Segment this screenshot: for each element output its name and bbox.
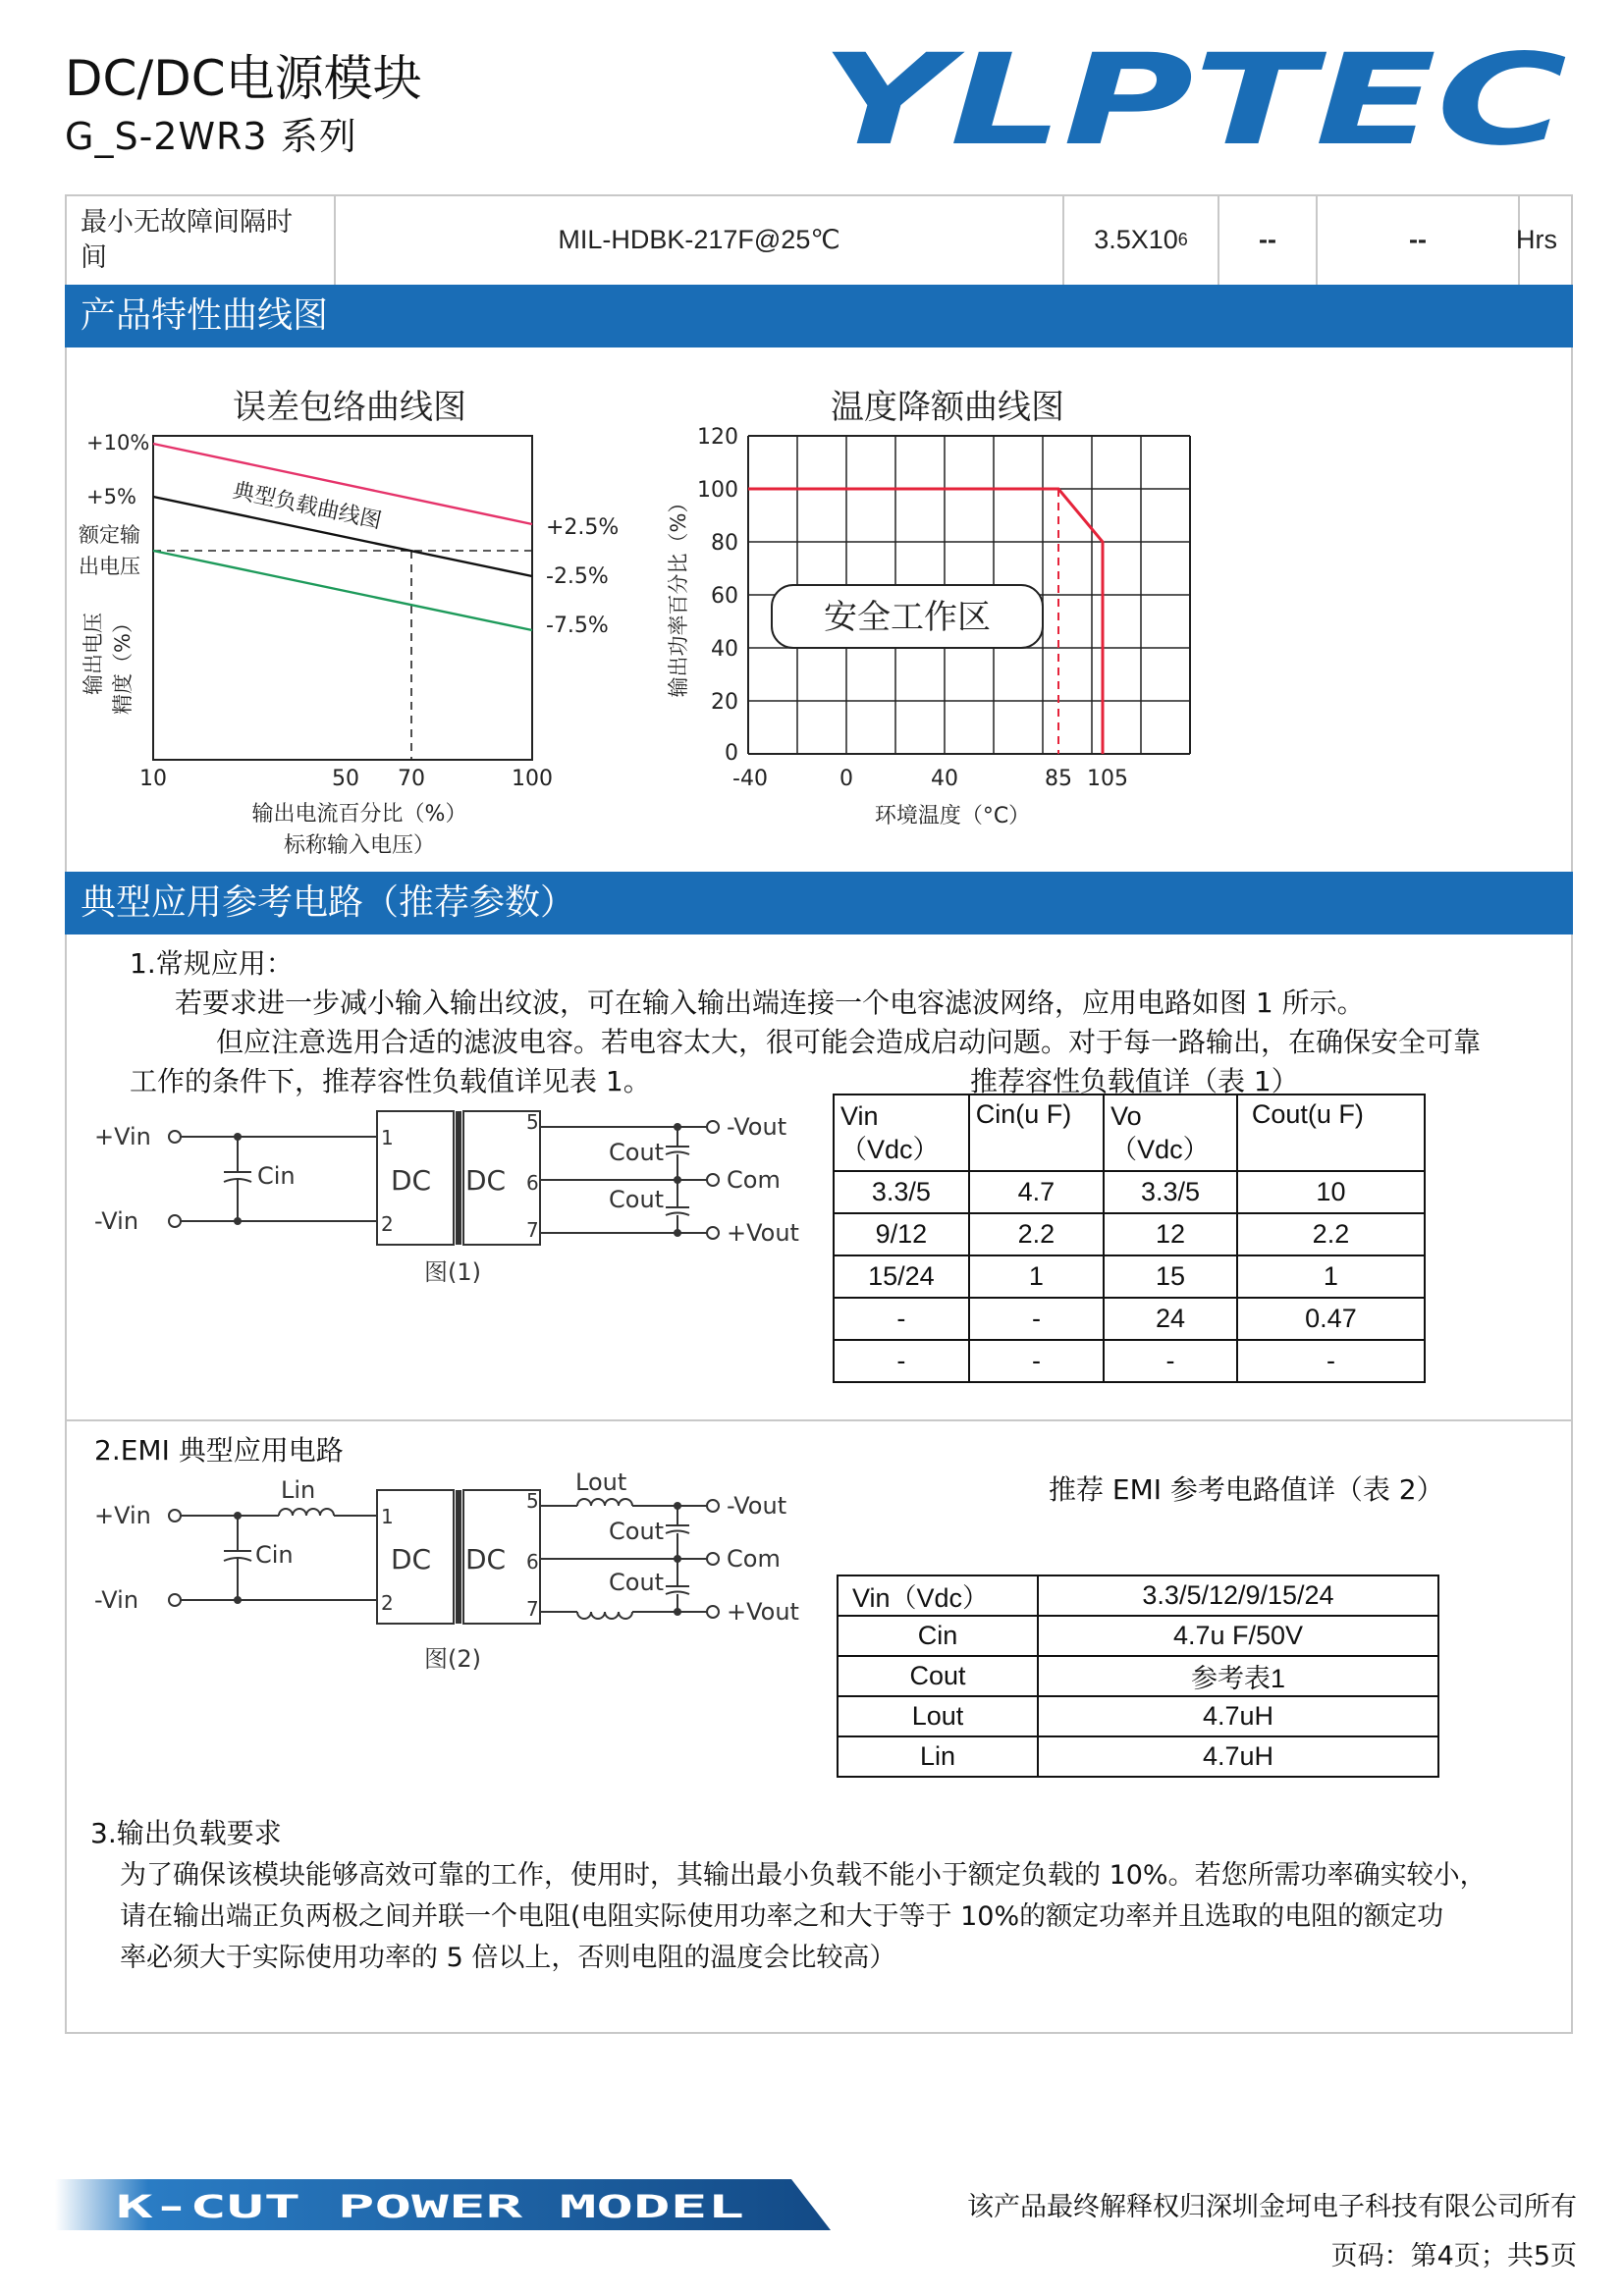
mtbf-value (1064, 194, 1219, 285)
sub-heading-3: 3.输出负载要求 (90, 1817, 282, 1849)
table-cell: 12 (1104, 1213, 1237, 1255)
chart2-xtick-neg40: -40 (732, 767, 768, 791)
table-cell: 参考表1 (1038, 1656, 1438, 1696)
chart1-ylabel-2: 精度（%） (111, 613, 135, 715)
table-cell: 4.7uH (1038, 1696, 1438, 1736)
fig2-pin6: 6 (526, 1550, 539, 1574)
chart1-rated-label-1: 额定输 (79, 523, 140, 547)
fig2-pin7: 7 (526, 1597, 539, 1621)
mtbf-value-base: 3.5X10 (1094, 224, 1178, 254)
mtbf-label-line1: 最小无故障间隔时 (81, 207, 293, 237)
fig1-vout-n: -Vout (727, 1113, 787, 1141)
fig1-vin-n: -Vin (94, 1207, 139, 1235)
table-cell: Vin（Vdc） (838, 1575, 1038, 1616)
table-cell: 3.3/5 (1104, 1171, 1237, 1213)
table1-head-vo (1104, 1095, 1237, 1171)
table-row (834, 1255, 1425, 1298)
table-cell: - (1237, 1340, 1425, 1382)
chart1-typical-label: 典型负载曲线图 (230, 478, 384, 534)
chart2-ytick-0: 0 (725, 741, 738, 766)
fig1-cout2: Cout (609, 1186, 665, 1213)
table-row (838, 1696, 1438, 1736)
fig1-cout1: Cout (609, 1139, 665, 1166)
table-cell: 0.47 (1237, 1298, 1425, 1340)
sub-heading-2: 2.EMI 典型应用电路 (94, 1434, 344, 1467)
table-row (834, 1298, 1425, 1340)
table1-head-vin-unit: （Vdc） (840, 1135, 940, 1164)
table-cell: 15/24 (834, 1255, 969, 1298)
sub-heading-1: 1.常规应用： (130, 947, 294, 980)
chart2-ytick-40: 40 (711, 637, 738, 662)
circuit-figure-2 (86, 1468, 833, 1684)
fig2-lout: Lout (575, 1468, 627, 1496)
fig2-dc1: DC (391, 1543, 432, 1575)
derating-chart (648, 347, 1237, 848)
chart2-xtick-85: 85 (1045, 767, 1072, 791)
footer-copyright: 该产品最终解释权归深圳金坷电子科技有限公司所有 (967, 2192, 1577, 2222)
table-row (838, 1656, 1438, 1696)
chart1-right-label-1: +2.5% (546, 515, 620, 540)
chart2-title: 温度降额曲线图 (831, 388, 1064, 427)
section-bar-curves: 产品特性曲线图 (65, 285, 1573, 347)
mtbf-condition: MIL-HDBK-217F@25℃ (336, 194, 1064, 285)
fig1-dc1: DC (391, 1164, 432, 1197)
mtbf-label-line2: 间 (81, 242, 107, 272)
fig1-pin7: 7 (526, 1218, 539, 1242)
paragraph-3: 工作的条件下，推荐容性负载值详见表 1。 (130, 1065, 651, 1097)
chart2-xtick-0: 0 (839, 767, 853, 791)
fig1-pin6: 6 (526, 1171, 539, 1195)
chart1-xtick-70: 70 (398, 767, 425, 791)
fig1-vin-p: +Vin (94, 1123, 151, 1150)
table1-head-vo-label: Vo (1110, 1101, 1142, 1131)
chart1-ytick-10: +10% (86, 431, 150, 454)
footer-banner (55, 2179, 831, 2230)
table1-head-vo-unit: （Vdc） (1110, 1135, 1210, 1164)
chart1-rated-label-2: 出电压 (79, 555, 140, 578)
paragraph-1: 若要求进一步减小输入输出纹波，可在输入输出端连接一个电容滤波网络，应用电路如图 1 所示。 (175, 987, 1365, 1019)
fig2-cin: Cin (255, 1541, 294, 1569)
doc-title: DC/DC电源模块 (65, 50, 422, 107)
table1-head-cout: Cout(u F) (1237, 1095, 1425, 1171)
chart1-title: 误差包络曲线图 (233, 388, 466, 427)
chart1-xlabel-2: 标称输入电压） (283, 833, 436, 858)
fig2-com: Com (727, 1545, 781, 1573)
fig2-cout2: Cout (609, 1569, 665, 1596)
table-cell: Cout (838, 1656, 1038, 1696)
table-cell: - (834, 1340, 969, 1382)
table-cell: - (1104, 1340, 1237, 1382)
table1-head-vin-label: Vin (840, 1101, 879, 1131)
chart2-ytick-60: 60 (711, 584, 738, 609)
fig2-vout-p: +Vout (727, 1598, 799, 1626)
fig1-caption: 图(1) (424, 1258, 481, 1286)
table-emi-values (837, 1575, 1439, 1778)
chart2-ytick-20: 20 (711, 690, 738, 715)
table-cell: 2.2 (969, 1213, 1104, 1255)
brand-logo (817, 47, 1571, 155)
table1-head-vin (834, 1095, 969, 1171)
fig1-vout-p: +Vout (727, 1219, 799, 1247)
fig1-pin1: 1 (381, 1126, 394, 1149)
table-cell: - (834, 1298, 969, 1340)
table-row (838, 1575, 1438, 1616)
table-cell: 4.7 (969, 1171, 1104, 1213)
paragraph-2: 但应注意选用合适的滤波电容。若电容太大，很可能会造成启动问题。对于每一路输出，在确保安全可靠 (216, 1026, 1482, 1058)
table-cell: 1 (1237, 1255, 1425, 1298)
chart1-ytick-5: +5% (86, 485, 136, 508)
table-cell: - (969, 1298, 1104, 1340)
mtbf-label (65, 194, 336, 285)
chart1-series-lower (153, 551, 532, 630)
fig2-pin1: 1 (381, 1505, 394, 1528)
table-cell: Cin (838, 1616, 1038, 1656)
mtbf-unit: Hrs (1516, 224, 1557, 254)
chart2-ytick-100: 100 (697, 478, 738, 503)
fig1-com: Com (727, 1166, 781, 1194)
series-name: G_S-2WR3 系列 (65, 115, 357, 158)
table-row (838, 1736, 1438, 1777)
table-row (834, 1213, 1425, 1255)
chart1-xtick-100: 100 (512, 767, 553, 791)
table-cell: Lout (838, 1696, 1038, 1736)
chart2-ytick-120: 120 (697, 425, 738, 450)
fig2-pin5: 5 (526, 1489, 539, 1513)
table-cell: 2.2 (1237, 1213, 1425, 1255)
section-bar-circuits: 典型应用参考电路（推荐参数） (65, 872, 1573, 934)
table1-header-row (834, 1095, 1425, 1171)
fig2-vin-p: +Vin (94, 1502, 151, 1529)
fig2-pin2: 2 (381, 1591, 394, 1615)
chart1-xtick-10: 10 (139, 767, 167, 791)
chart2-safe-area-label: 安全工作区 (824, 598, 991, 637)
table-cell: - (969, 1340, 1104, 1382)
mtbf-col4: -- (1219, 194, 1318, 285)
chart1-xtick-50: 50 (332, 767, 359, 791)
table1-head-cin: Cin(u F) (969, 1095, 1104, 1171)
table-cell: 3.3/5 (834, 1171, 969, 1213)
chart2-xtick-40: 40 (931, 767, 958, 791)
chart2-ylabel: 输出功率百分比（%） (667, 492, 690, 698)
fig1-cin: Cin (257, 1162, 296, 1190)
paragraph-5: 请在输出端正负两极之间并联一个电阻(电阻实际使用功率之和大于等于 10%的额定功率并且选取的电阻的额定功 (120, 1901, 1444, 1932)
footer-page-number: 页码：第4页；共5页 (1330, 2241, 1577, 2271)
section-divider (65, 1419, 1573, 1421)
fig2-dc2: DC (465, 1543, 507, 1575)
fig2-caption: 图(2) (424, 1645, 481, 1673)
table1-title: 推荐容性负载值详（表 1） (970, 1065, 1299, 1097)
table-cell: 4.7u F/50V (1038, 1616, 1438, 1656)
error-envelope-chart (65, 347, 693, 868)
fig1-pin5: 5 (526, 1110, 539, 1134)
fig1-pin2: 2 (381, 1212, 394, 1236)
paragraph-6: 率必须大于实际使用功率的 5 倍以上，否则电阻的温度会比较高） (120, 1943, 896, 1973)
footer-banner-text: K-CUT POWER MODEL (116, 2188, 744, 2225)
fig2-lin: Lin (281, 1476, 316, 1504)
mtbf-row (65, 194, 1573, 285)
table-row (838, 1616, 1438, 1656)
table-capacitive-load (833, 1094, 1426, 1383)
table-cell: 4.7uH (1038, 1736, 1438, 1777)
mtbf-value-exp: 6 (1177, 229, 1188, 249)
logo-text: YLPTEC (821, 47, 1567, 155)
table-cell: Lin (838, 1736, 1038, 1777)
fig2-vout-n: -Vout (727, 1492, 787, 1520)
table-row (834, 1171, 1425, 1213)
table-cell: 24 (1104, 1298, 1237, 1340)
chart2-xtick-105: 105 (1087, 767, 1128, 791)
chart2-xlabel: 环境温度（°C） (874, 804, 1031, 828)
paragraph-4: 为了确保该模块能够高效可靠的工作，使用时，其输出最小负载不能小于额定负载的 10%。若您所需功率确实较小， (120, 1860, 1487, 1891)
table-row (834, 1340, 1425, 1382)
table-cell: 10 (1237, 1171, 1425, 1213)
table-cell: 9/12 (834, 1213, 969, 1255)
circuit-figure-1 (86, 1099, 833, 1296)
table2-title: 推荐 EMI 参考电路值详（表 2） (1049, 1473, 1444, 1506)
table-cell: 3.3/5/12/9/15/24 (1038, 1575, 1438, 1616)
fig2-cout1: Cout (609, 1518, 665, 1545)
chart1-ylabel-1: 输出电压 (81, 613, 105, 695)
chart1-right-label-2: -2.5% (546, 564, 609, 589)
chart2-ytick-80: 80 (711, 531, 738, 556)
table-cell: 1 (969, 1255, 1104, 1298)
table-cell: 15 (1104, 1255, 1237, 1298)
chart1-xlabel-1: 输出电流百分比（%） (251, 802, 467, 827)
chart1-right-label-3: -7.5% (546, 614, 609, 638)
fig1-dc2: DC (465, 1164, 507, 1197)
mtbf-col5: -- (1318, 194, 1520, 285)
fig2-vin-n: -Vin (94, 1586, 139, 1614)
